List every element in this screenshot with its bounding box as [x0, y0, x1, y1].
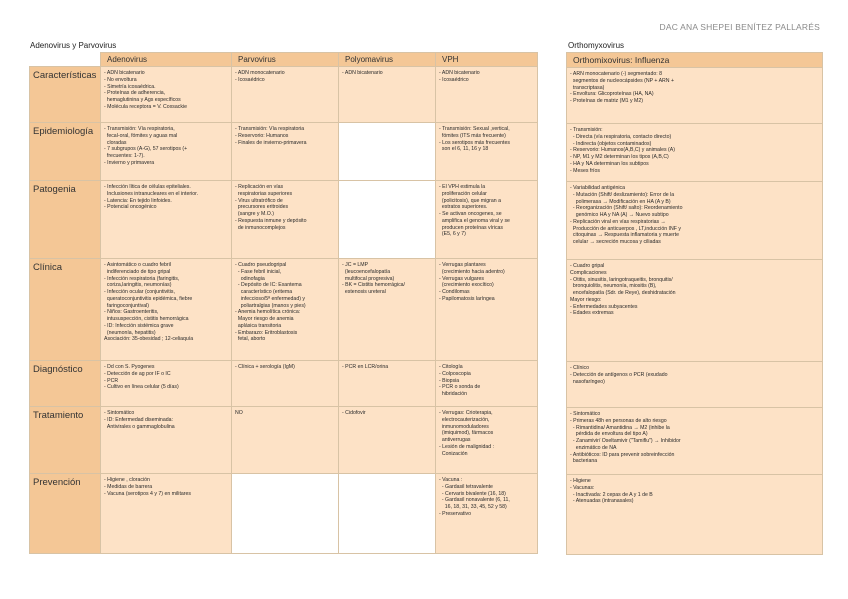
table-row: [567, 408, 823, 475]
table-cell: - ADN bicatenario - No envoltura - Simetría icosaédrica. - Proteínas de adherencia, hemaglutinina y Ags específicos - Molécula receptora = V. Coxsackie: [104, 70, 187, 110]
table-cell: - Transmisión: - Directa (vía respiratoria, contacto directo) - Indirecta (objetos contaminados) - Reservorio: Humanos(A,B,C) y animales (A) - NP, M1 y M2 determinan los tipos (A,B,C) - HA y NA determinan los subtipos - Meses fríos: [570, 127, 675, 174]
table-cell: - ARN monocatenario (-) segmentado: 8 segmentos de nucleocápsides (NP + ARN + transcriptasa) - Envoltura: Glicoproteínas (HA, NA) - Proteínas de matriz (M1 y M2): [570, 71, 675, 104]
table-cell: - Higiene - Vacunas: - Inactivada: 2 cepas de A y 1 de B - Atenuadas (intranasales): [570, 478, 653, 505]
table-cell: - Verrugas plantares (crecimiento hacia adentro) - Verrugas vulgares (crecimiento exocítico) - Condilomas - Papilomatosis laríngea: [439, 262, 505, 302]
table-header-row: [567, 53, 823, 68]
left-section-title: Adenovirus y Parvovirus: [30, 41, 117, 50]
table-row: [30, 361, 538, 407]
table-cell: - Cuadro pseudogripal - Fase febril inicial, odinofagia - Depósito de IC: Exantema característico (eritema infeccioso/5ª enfermedad) y poliartralgias (manos y pies) - Anemia hemolítica crónica: Mayor riesgo de anemia aplásica transitoria - Embarazo: Eritroblastosis fetal, aborto: [235, 262, 306, 343]
table-cell: - Transmisión: Sexual ,vertical, fómites (ITS más frecuente) - Los serotipos más frecuentes son el 6, 11, 16 y 18: [439, 126, 510, 153]
table-row: [567, 124, 823, 182]
row-header: Patogenia: [30, 181, 101, 259]
table-cell: - Clínica + serología (IgM): [235, 364, 295, 370]
row-header: Prevención: [30, 474, 101, 554]
table-cell: - Cidofovir: [342, 410, 366, 416]
table-row: [567, 68, 823, 124]
table-cell: - Vacuna : - Gardasil tetravalente - Cervarix bivalente (16, 18) - Gardasil nonavalente (6, 11, 16, 18, 31, 33, 45, 52 y 58) - Preservativo: [439, 477, 510, 517]
column-header: VPH: [436, 53, 538, 67]
column-header: Polyomavirus: [339, 53, 436, 67]
table-row: [567, 260, 823, 362]
table-row: [30, 407, 538, 474]
row-header: Características: [30, 67, 101, 123]
row-header: Clínica: [30, 259, 101, 361]
table-row: [567, 475, 823, 555]
table-row: [30, 181, 538, 259]
table-row: [30, 67, 538, 123]
table-row: [30, 123, 538, 181]
table-cell: - ADN bicatenario - Icosaédrico: [439, 70, 480, 83]
column-header: Adenovirus: [101, 53, 232, 67]
table-cell: - Transmisión: Vía respiratoria - Reservorio: Humanos - Finales de invierno-primavera: [235, 126, 307, 146]
column-header: Orthomixovirus: Influenza: [567, 53, 823, 68]
table-cell: - Sintomático - ID: Enfermedad diseminada: Antivirales o gammaglobulina: [104, 410, 175, 430]
table-cell: NO: [235, 410, 243, 416]
table-cell: - Variabilidad antigénica - Mutación (Shift/ deslizamiento): Error de la polimerasa → Modificación en HA (A y B) - Reorganización (Shift/ salto): Reordenamiento genómico HA y NA (A) → Nuevo subtipo - Replicación viral en vías respiratorias → Producción de anticuerpos , LT,inducción INF y citoquinas → Respuesta inflamatoria y muerte celular → secreción mucosa y ciliadas: [570, 185, 683, 245]
row-header: Epidemiología: [30, 123, 101, 181]
row-header: Tratamiento: [30, 407, 101, 474]
table-cell: - Asintomático o cuadro febril indiferenciado de tipo gripal - Infección respiratoria (faringitis, coriza,laringitis, neumonías) - Infección ocular (conjuntivitis, queratoconjuntivitis epidémica, fiebre faringoconjuntival) - Niños: Gastroenteritis, intususpección, cistitis hemorrágica - ID: Infección sistémica grave (neumonía, hepatitis) Asociación: 35-obesidad ; 12-celiaquía: [104, 262, 194, 343]
table-row: [30, 474, 538, 554]
table-cell: - Verrugas: Crioterapia, electrocauterización, inmunomoduladores (imiquimod), fármacos antiverrugas - Lesión de malignidad : Conización: [439, 410, 495, 457]
table-corner: [30, 53, 101, 67]
table-row: [567, 182, 823, 260]
table-row: [30, 259, 538, 361]
table-cell: - ADN bicatenario: [342, 70, 383, 76]
table-cell: - Citología - Colposcopia - Biopsia - PCR o sonda de hibridación: [439, 364, 481, 397]
table-cell: - Cuadro gripal Complicaciones - Otitis, sinusitis, laringotraqueitis, bronquitis/ bronquiolitis, neumonía, miositis (B), encefalopatía (Sdr. de Reye), deshidratación Mayor riesgo: - Enfermedades subyacentes - Edades extremas: [570, 263, 676, 317]
table-cell: - Transmisión: Vía respiratoria, fecal-oral, fómites y aguas mal cloradas - 7 subgrupos (A-G), 57 serotipos (+ frecuentes: 1-7). - Invierno y primavera: [104, 126, 188, 166]
table-row: [567, 362, 823, 408]
table-cell: - Clínico - Detección de antígenos o PCR (exudado nasofaríngeo): [570, 365, 668, 385]
table-cell: - Infección lítica de células epiteliales. Inclusiones intranucleares en el interior. - Latencia: En tejido linfoides. - Potencial oncogénico: [104, 184, 199, 211]
table-cell: - JC = LMP (leucoencefalopatía multifocal progresiva) - BK = Cistitis hemorrágica/ estenosis ureteral: [342, 262, 405, 295]
influenza-table: [566, 52, 823, 555]
table-cell: - Sintomático - Primeras 48h en personas de alto riesgo - Rimantidina/ Amantidina → M2 (inhibe la pérdida de envoltura del tipo A) - Zanamivir/ Oseltamivir ("Tamiflu") → Inhibidor enzimático de NA - Antibióticos: ID para prevenir sobreinfección bacteriana: [570, 411, 681, 465]
right-section-title: Orthomyxovirus: [568, 41, 625, 50]
virus-comparison-table: [29, 52, 538, 554]
table-cell: - Higiene , cloración - Medidas de barrera - Vacuna (serotipos 4 y 7) en militares: [104, 477, 191, 497]
table-cell: - Replicación en vías respiratorias superiores - Virus ultratrófico de precursores eritroides (sangre y M.O.) - Respuesta inmune y depósito de inmunocomplejos: [235, 184, 307, 231]
table-cell: - PCR en LCR/orina: [342, 364, 389, 370]
table-cell: - El VPH estimula la proliferación celular (policitosis), que migran a estratos superiores. - Se activan oncogenes, se amplifica el genoma viral y se producen proteínas víricas (E5, 6 y 7): [439, 184, 510, 238]
column-header: Parvovirus: [232, 53, 339, 67]
table-cell: - ADN monocatenario - Icosaédrico: [235, 70, 285, 83]
row-header: Diagnóstico: [30, 361, 101, 407]
table-header-row: [30, 53, 538, 67]
author-name: DAC ANA SHEPEI BENÍTEZ PALLARÉS: [659, 22, 820, 32]
table-cell: - Dd con S. Pyogenes - Detección de ag por IF o IC - PCR - Cultivo en línea celular (5 días): [104, 364, 179, 391]
